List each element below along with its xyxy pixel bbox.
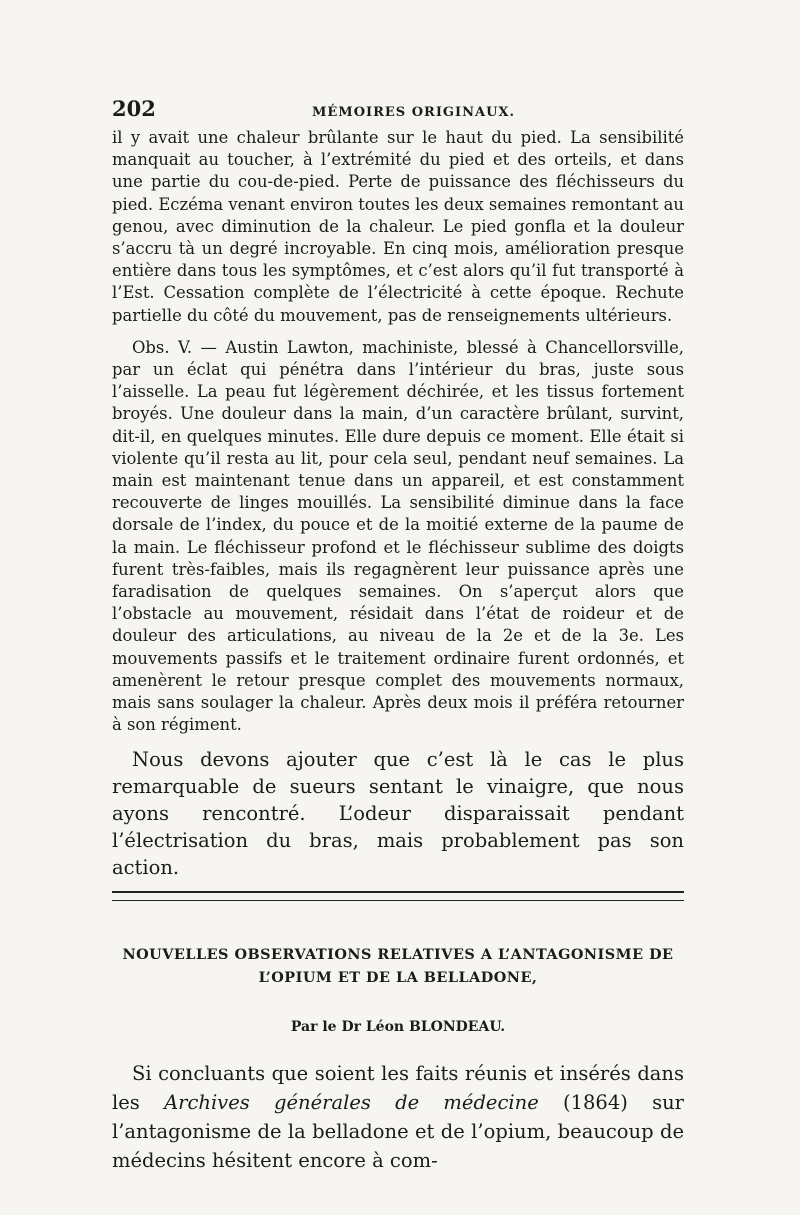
- vinegar-sweat-note: Nous devons ajouter que c’est là le cas le plus remarquable de sueurs sentant le vinaigre, que nous ayons rencontré. L’odeur disparaissait pendant l’électrisation du bras, mais probablement pas son action.: [112, 748, 684, 880]
- page: [112, 96, 684, 1175]
- section-title: [112, 943, 684, 989]
- observation-5: Obs. V. — Austin Lawton, machiniste, blessé à Chancellorsville, par un éclat qui pénétra dans l’intérieur du bras, juste sous l’aisselle. La peau fut légèrement déchirée, et les tissus fortement broyés. Une douleur dans la main, d’un caractère brûlant, survint, dit-il, en quelques minutes. Elle dure depuis ce moment. Elle était si violente qu’il resta au lit, pour cela seul, pendant neuf semaines. La main est maintenant tenue dans un appareil, et est constamment recouverte de linges mouillés. La sensibilité diminue dans la face dorsale de l’index, du pouce et de la moitié externe de la paume de la main. Le fléchisseur profond et le fléchisseur sublime des doigts furent très-faibles, mais ils regagnèrent leur puissance après une faradisation de quelques semaines. On s’aperçut alors que l’obstacle au mouvement, résidait dans l’état de roideur et de douleur des articulations, au niveau de la 2e et de la 3e. Les mouvements passifs et le traitement ordinaire furent ordonnés, et amenèrent le retour presque complet des mouvements normaux, mais sans soulager la chaleur. Après deux mois il préféra retourner à son régiment.: [112, 337, 684, 735]
- paragraph-continuation: il y avait une chaleur brûlante sur le haut du pied. La sensibilité manquait au toucher, à l’extrémité du pied et des orteils, et dans une partie du cou-de-pied. Perte de puissance des fléchisseurs du pied. Eczéma venant environ toutes les deux semaines remontant au genou, avec diminution de la chaleur. Le pied gonfla et la douleur s’accru tà un degré incroyable. En cinq mois, amélioration presque entière dans tous les symptômes, et c’est alors qu’il fut transporté à l’Est. Cessation complète de l’électricité à cette époque. Rechute partielle du côté du mouvement, pas de renseignements ultérieurs.: [112, 128, 684, 325]
- running-head: MÉMOIRES ORIGINAUX.: [312, 105, 516, 120]
- journal-title: Archives générales de médecine: [164, 1091, 539, 1115]
- section-title-line2: L’OPIUM ET DE LA BELLADONE,: [258, 969, 538, 987]
- intro-paragraph: [112, 1059, 684, 1175]
- page-header: [112, 96, 684, 121]
- section-divider: [112, 891, 684, 901]
- section-title-line1: NOUVELLES OBSERVATIONS RELATIVES A L’ANTAGONISME DE: [122, 946, 674, 964]
- author-byline: Par le Dr Léon BLONDEAU.: [290, 1019, 506, 1036]
- intro-text-end: (1864) sur l’antagonisme de la belladone et de l’opium, beaucoup de médecins hésitent encore à com-: [112, 1091, 684, 1173]
- intro-text-start: Si concluants que soient les faits réunis et insérés dans les: [112, 1062, 684, 1115]
- page-number: 202: [112, 96, 156, 121]
